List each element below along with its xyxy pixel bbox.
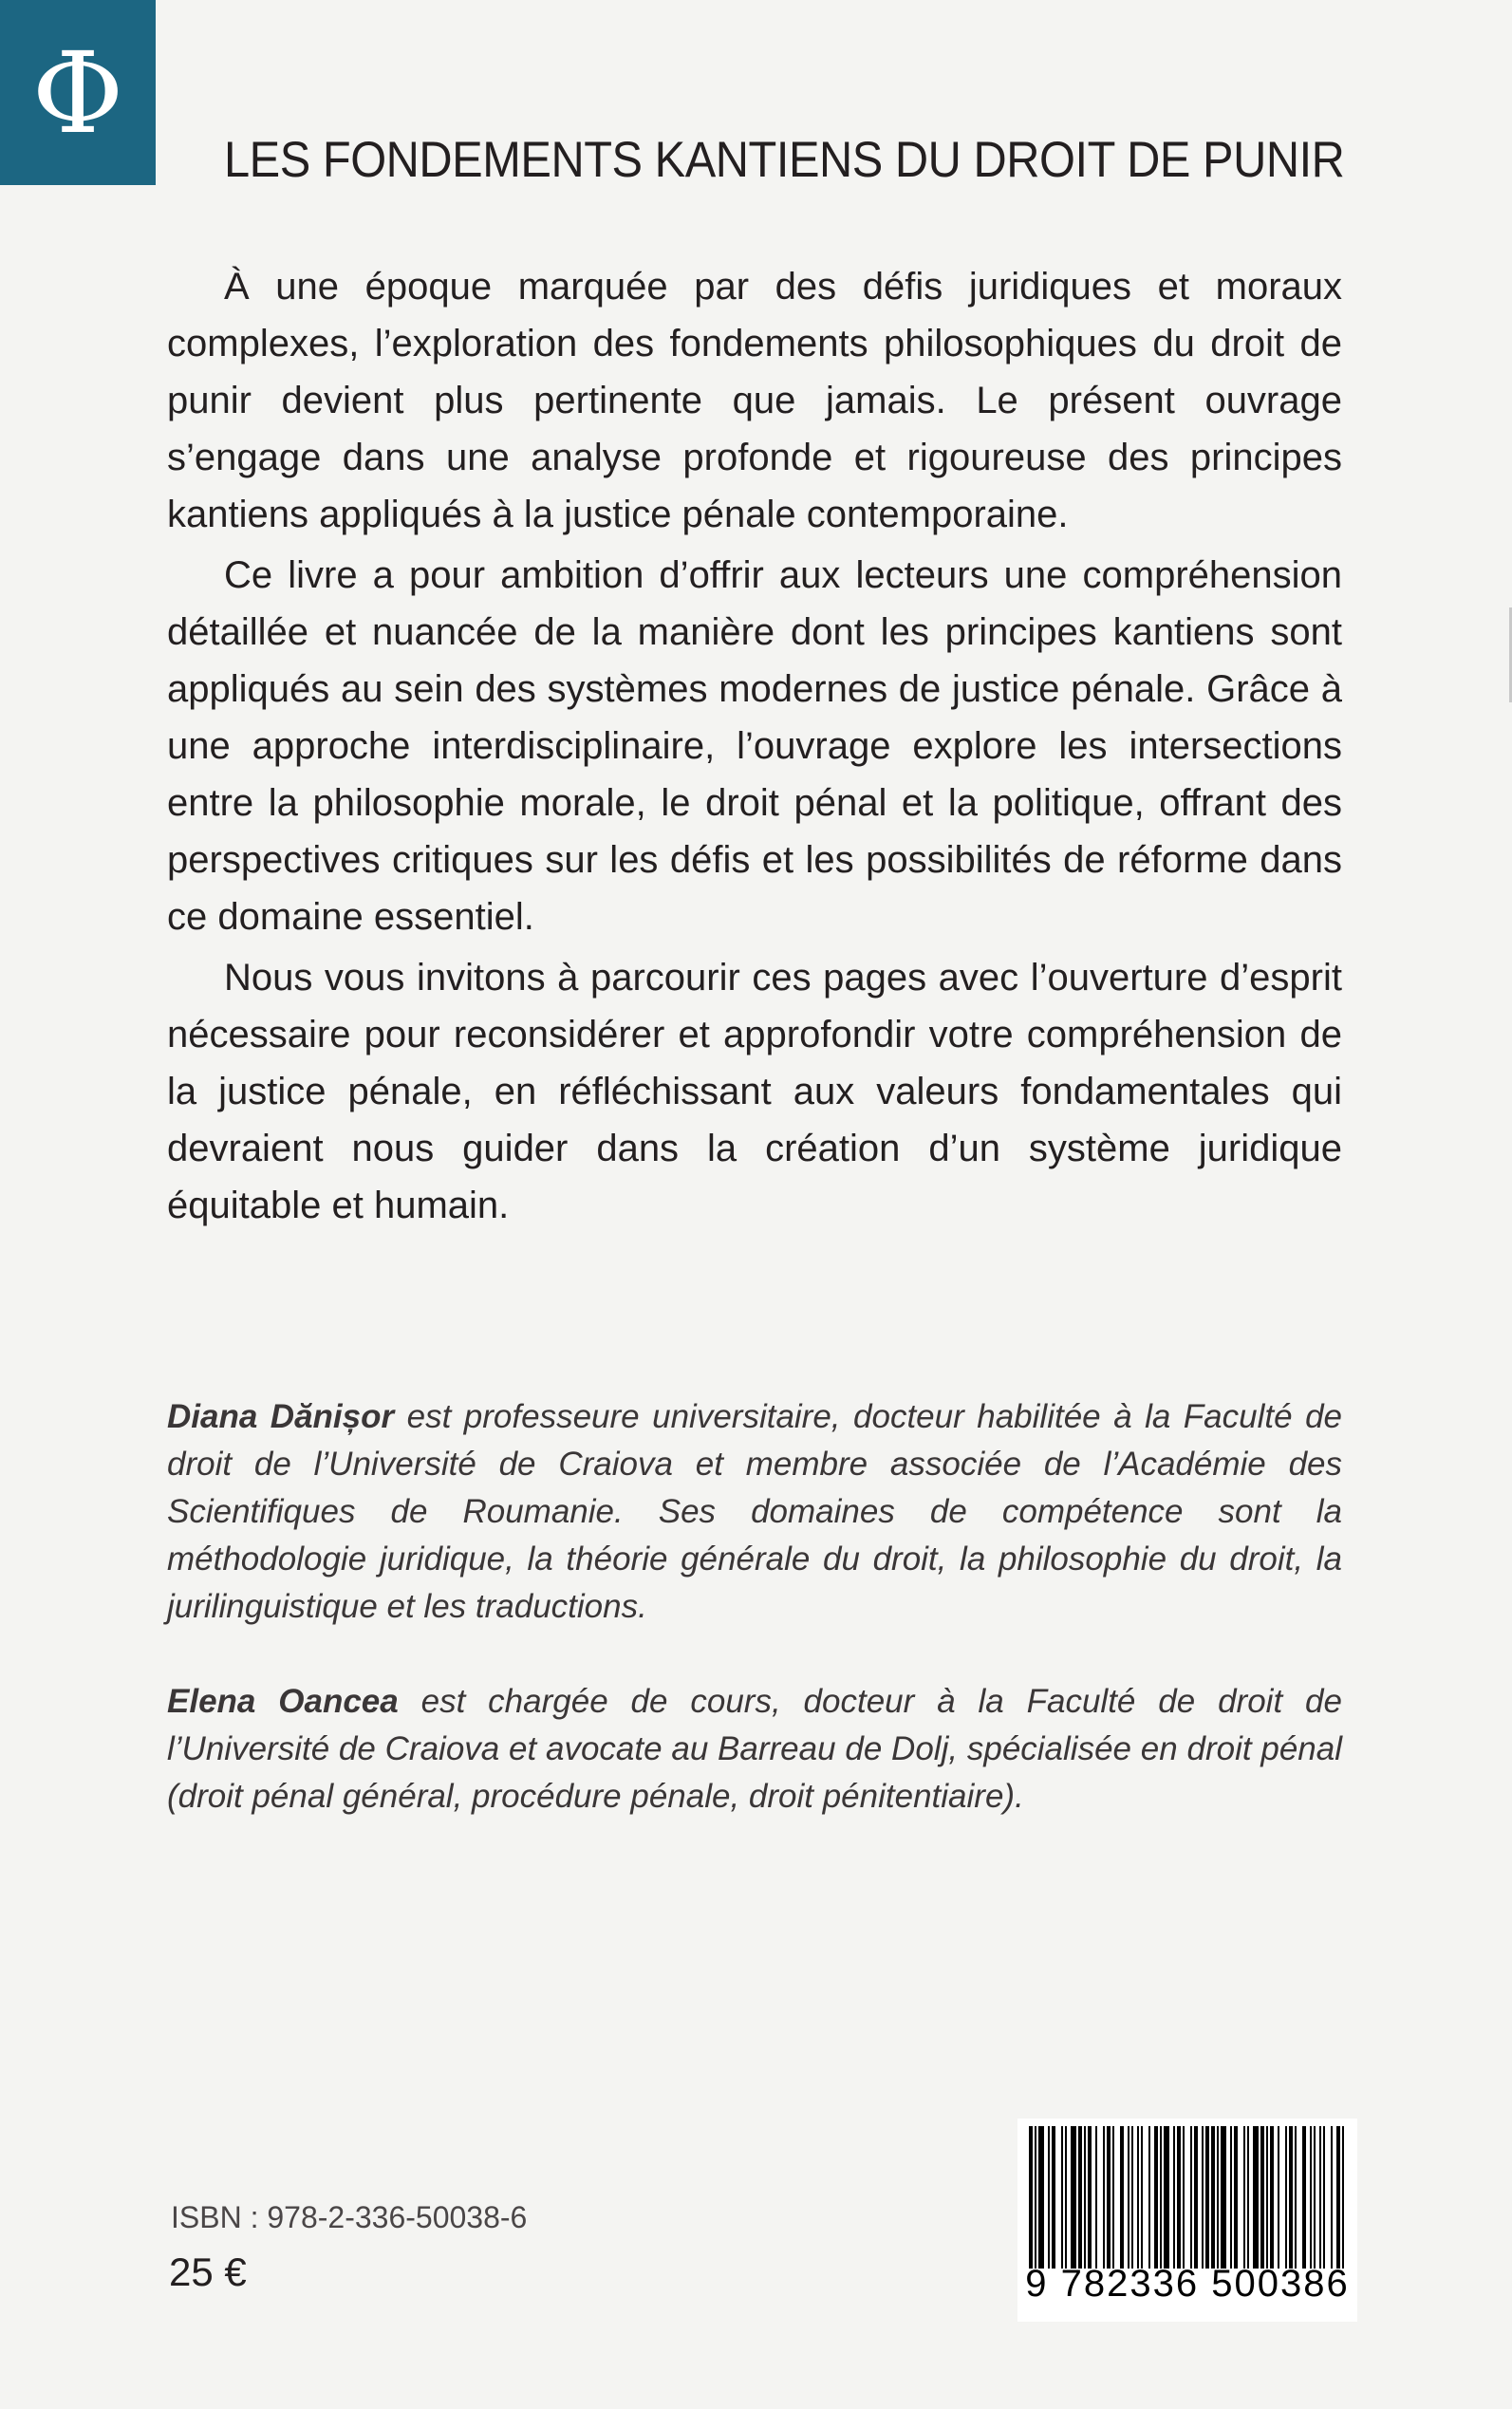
publisher-logo xyxy=(0,0,156,185)
isbn-label: ISBN : 978-2-336-50038-6 xyxy=(171,2200,528,2234)
author-bio-text-2: est chargée de cours, docteur à la Faculté de droit de l’Université de Craiova et avocate au Barreau de Dolj, spécialisée en droit pénal (droit pénal général, procédure pénale, droit pénitentiaire). xyxy=(167,1683,1342,1815)
book-summary xyxy=(167,258,1342,1238)
summary-paragraph-3: Nous vous invitons à parcourir ces pages avec l’ouverture d’esprit nécessaire pour reconsidérer et approfondir votre compréhension de la justice pénale, en réfléchissant aux valeurs fondamentales qui devraient nous guider dans la création d’un système juridique équitable et humain. xyxy=(167,957,1342,1226)
author-bio-2 xyxy=(167,1678,1342,1821)
author-bio-1 xyxy=(167,1393,1342,1631)
barcode-digits: 9 782336 500386 xyxy=(1025,2263,1350,2305)
barcode xyxy=(1017,2119,1357,2322)
price-label: 25 € xyxy=(169,2250,247,2294)
summary-paragraph-2: Ce livre a pour ambition d’offrir aux lecteurs une compréhension détaillée et nuancée de la manière dont les principes kantiens sont appliqués au sein des systèmes modernes de justice pénale. Grâce à une approche interdisciplinaire, l’ouvrage explore les intersections entre la philosophie morale, le droit pénal et la politique, offrant des perspectives critiques sur les défis et les possibilités de réforme dans ce domaine essentiel. xyxy=(167,554,1342,938)
phi-logo-icon: Φ xyxy=(31,27,124,159)
book-title: LES FONDEMENTS KANTIENS DU DROIT DE PUNIR xyxy=(224,132,1345,188)
author-bio-text-1: est professeure universitaire, docteur habilitée à la Faculté de droit de l’Université de Craiova et membre associée de l’Académie des Scientifiques de Roumanie. Ses domaines de compétence sont la méthodologie juridique, la théorie générale du droit, la philosophie du droit, la jurilinguistique et les traductions. xyxy=(167,1398,1342,1625)
summary-paragraph-1: À une époque marquée par des défis juridiques et moraux complexes, l’exploration des fondements philosophiques du droit de punir devient plus pertinente que jamais. Le présent ouvrage s’engage dans une analyse profonde et rigoureuse des principes kantiens appliqués à la justice pénale contemporaine. xyxy=(167,266,1342,535)
author-bios xyxy=(167,1393,1342,1868)
author-name-2: Elena Oancea xyxy=(167,1683,399,1720)
author-name-1: Diana Dănișor xyxy=(167,1398,395,1435)
barcode-icon xyxy=(1029,2126,1346,2269)
